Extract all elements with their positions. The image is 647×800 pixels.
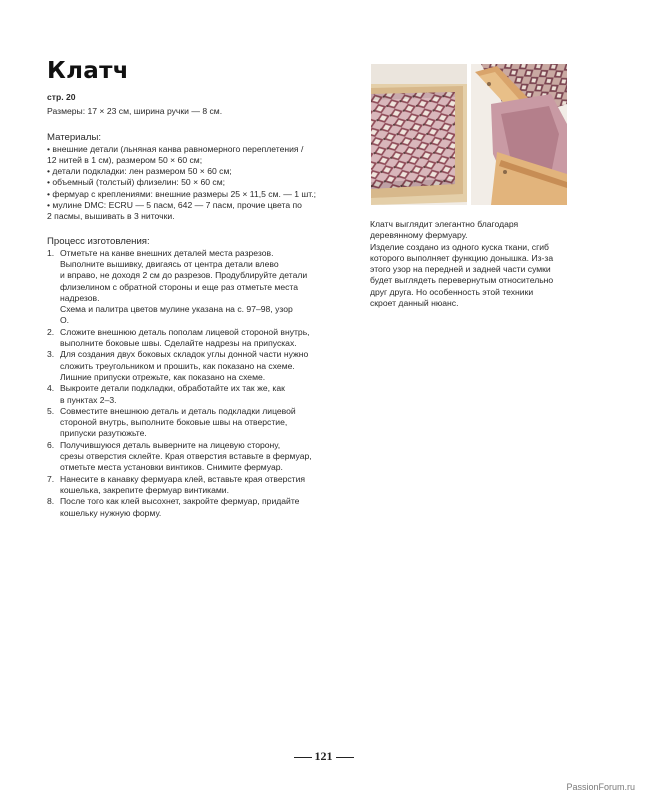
caption-line: Клатч выглядит элегантно благодаря — [370, 219, 519, 229]
instructions-column — [47, 92, 329, 519]
step-number: 7. — [47, 473, 55, 484]
step-line: припуски разутюжьте. — [60, 428, 147, 439]
step-line: Для создания двух боковых складок углы донной части нужно — [60, 349, 309, 360]
step-line: Получившуюся деталь выверните на лицевую сторону, — [60, 439, 281, 450]
caption-line: будет выглядеть перевернутым относительно — [370, 275, 554, 286]
step-item — [47, 406, 329, 440]
step-number: 3. — [47, 349, 55, 360]
step-line: Нанесите в канавку фермуара клей, вставьте края отверстия — [60, 473, 306, 484]
materials-line: • объемный (толстый) флизелин: 50 × 60 см; — [47, 177, 226, 188]
step-item — [47, 496, 329, 519]
step-line: кошельку нужную форму. — [60, 507, 162, 518]
materials-line: 2 пасмы, вышивать в 3 ниточки. — [47, 211, 175, 222]
caption-line: друг друга. Но особенность этой техники — [370, 286, 534, 297]
process-steps — [47, 248, 329, 519]
watermark: PassionForum.ru — [566, 782, 635, 792]
step-line: флизелином с обратной стороны и еще раз отметьте места — [60, 281, 299, 292]
step-number: 2. — [47, 326, 55, 337]
step-number: 4. — [47, 383, 55, 394]
step-number: 6. — [47, 439, 55, 450]
page-title: Клатч — [47, 58, 129, 84]
step-line: в пунктах 2–3. — [60, 394, 117, 405]
materials-line: 12 нитей в 1 см), размером 50 × 60 см; — [47, 154, 203, 165]
step-item — [47, 327, 329, 350]
step-number: 5. — [47, 405, 55, 416]
step-line: выполните боковые швы. Сделайте надрезы на припусках. — [60, 338, 297, 349]
materials-line: • внешние детали (льняная канва равномерного переплетения / — [47, 143, 304, 154]
page-number-dash-right — [336, 757, 354, 758]
caption-line: этого узор на передней и задней части сумки — [370, 264, 551, 275]
materials-line: • фермуар с креплениями: внешние размеры 25 × 11,5 см. — 1 шт.; — [47, 188, 317, 199]
step-line: Схема и палитра цветов мулине указана на с. 97–98, узор — [60, 304, 293, 315]
process-heading: Процесс изготовления: — [47, 235, 150, 247]
step-line: срезы отверстия склейте. Края отверстия вставьте в фермуар, — [60, 451, 312, 462]
step-line: кошелька, закрепите фермуар винтиками. — [60, 484, 229, 495]
step-line: Лишние припуски отрежьте, как показано на схеме. — [60, 371, 266, 382]
step-line: стороной внутрь, выполните боковые швы на отверстие, — [60, 417, 288, 428]
step-number: 8. — [47, 496, 55, 507]
step-line: отметьте места установки винтиков. Снимите фермуар. — [60, 462, 283, 473]
clutch-photo-open — [471, 64, 567, 205]
step-line: Сложите внешнюю деталь пополам лицевой стороной внутрь, — [60, 326, 310, 337]
materials-heading: Материалы: — [47, 131, 102, 143]
photo-caption — [370, 219, 570, 309]
step-line: Отметьте на канве внешних деталей места разрезов. — [60, 247, 274, 258]
caption-line: которого выполняет функцию донышка. Из-за — [370, 252, 554, 263]
step-item — [47, 383, 329, 406]
step-item — [47, 474, 329, 497]
step-line: О. — [60, 315, 70, 326]
step-line: надрезов. — [60, 292, 100, 303]
step-line: После того как клей высохнет, закройте фермуар, придайте — [60, 496, 300, 507]
caption-line: Изделие создано из одного куска ткани, сгиб — [370, 241, 549, 252]
caption-line: скроет данный нюанс. — [370, 298, 459, 309]
step-item — [47, 440, 329, 474]
caption-line: деревянному фермуару. — [370, 230, 468, 241]
page-number-dash-left — [294, 757, 312, 758]
page-number — [0, 749, 647, 764]
materials-list — [47, 144, 329, 223]
clutch-photo-front — [371, 64, 467, 205]
page-reference: стр. 20 — [47, 92, 76, 102]
step-item — [47, 349, 329, 383]
step-number: 1. — [47, 247, 55, 258]
step-line: сложить треугольником и прошить, как показано на схеме. — [60, 360, 295, 371]
step-line: и вправо, не доходя 2 см до разрезов. Продублируйте детали — [60, 270, 308, 281]
step-line: Совместите внешнюю деталь и деталь подкладки лицевой — [60, 405, 296, 416]
sizes-text: Размеры: 17 × 23 см, ширина ручки — 8 см. — [47, 106, 223, 117]
page-number-value: 121 — [314, 749, 333, 763]
step-line: Выкроите детали подкладки, обработайте их так же, как — [60, 383, 285, 394]
materials-line: • детали подкладки: лен размером 50 × 60 см; — [47, 166, 232, 177]
step-line: Выполните вышивку, двигаясь от центра детали влево — [60, 258, 279, 269]
step-item — [47, 248, 329, 327]
materials-line: • мулине DMC: ECRU — 5 пасм, 642 — 7 пасм, прочие цвета по — [47, 200, 302, 211]
